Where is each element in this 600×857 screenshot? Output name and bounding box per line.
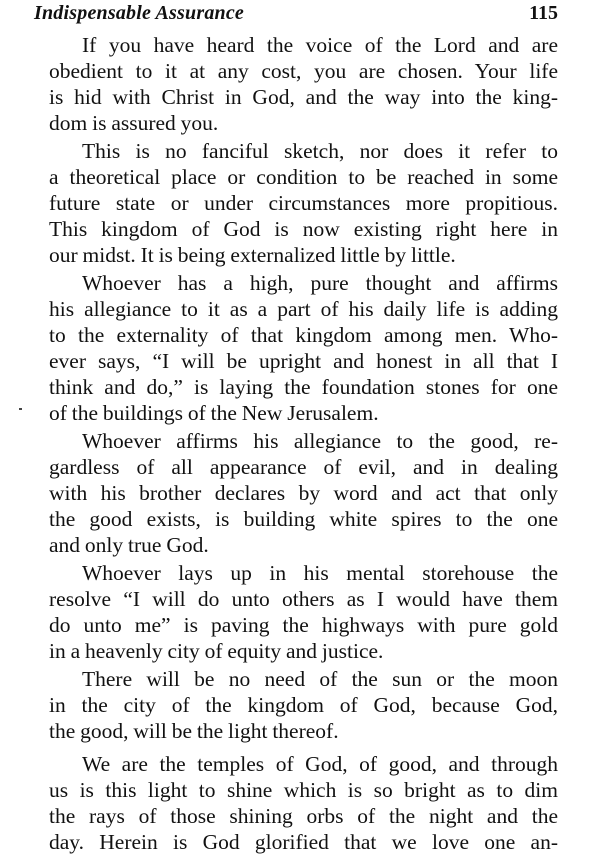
running-head — [34, 2, 586, 24]
text-line: day. Herein is God glorified that we love one an- — [49, 830, 558, 854]
text-line: Whoever affirms his allegiance to the good, re- — [82, 429, 558, 453]
text-line: future state or under circumstances more propitious. — [49, 191, 558, 215]
text-line: If you have heard the voice of the Lord and are — [82, 33, 558, 57]
text-line: his allegiance to it as a part of his daily life is adding — [49, 297, 558, 321]
paragraph-6 — [49, 666, 558, 744]
paragraph-4 — [49, 428, 558, 558]
text-line: do unto me” is paving the highways with pure gold — [49, 613, 558, 637]
text-line: ever says, “I will be upright and honest in all that I — [49, 349, 558, 373]
margin-speck — [19, 408, 22, 410]
text-line: the good exists, is building white spires to the one — [49, 507, 558, 531]
text-line: obedient to it at any cost, you are chosen. Your life — [49, 59, 558, 83]
text-line: with his brother declares by word and act that only — [49, 481, 558, 505]
text-line: us is this light to shine which is so bright as to dim — [49, 778, 558, 802]
text-line: dom is assured you. — [49, 111, 219, 135]
text-line: a theoretical place or condition to be reached in some — [49, 165, 558, 189]
text-line: in a heavenly city of equity and justice. — [49, 639, 384, 663]
paragraph-3 — [49, 270, 558, 426]
text-line: the rays of those shining orbs of the night and the — [49, 804, 558, 828]
paragraph-1 — [49, 32, 558, 136]
text-line: in the city of the kingdom of God, because God, — [49, 693, 558, 717]
text-line: is hid with Christ in God, and the way into the king- — [49, 85, 558, 109]
text-line: of the buildings of the New Jerusalem. — [49, 401, 379, 425]
body-text — [49, 32, 558, 857]
text-line: This is no fanciful sketch, nor does it refer to — [82, 139, 558, 163]
text-line: think and do,” is laying the foundation stones for one — [49, 375, 558, 399]
text-line: This kingdom of God is now existing right here in — [49, 217, 558, 241]
paragraph-5 — [49, 560, 558, 664]
paragraph-2 — [49, 138, 558, 268]
running-head-title: Indispensable Assurance — [34, 2, 245, 24]
text-line: Whoever lays up in his mental storehouse the — [82, 561, 558, 585]
text-line: There will be no need of the sun or the moon — [82, 667, 558, 691]
text-line: resolve “I will do unto others as I would have them — [49, 587, 558, 611]
page-number: 115 — [529, 2, 558, 24]
text-line: gardless of all appearance of evil, and in dealing — [49, 455, 558, 479]
paragraph-7 — [49, 751, 558, 855]
text-line: Whoever has a high, pure thought and affirms — [82, 271, 558, 295]
text-line: the good, will be the light thereof. — [49, 719, 339, 743]
text-line: We are the temples of God, of good, and through — [82, 752, 558, 776]
text-line: to the externality of that kingdom among men. Who- — [49, 323, 558, 347]
text-line: our midst. It is being externalized little by little. — [49, 243, 456, 267]
text-line: and only true God. — [49, 533, 209, 557]
